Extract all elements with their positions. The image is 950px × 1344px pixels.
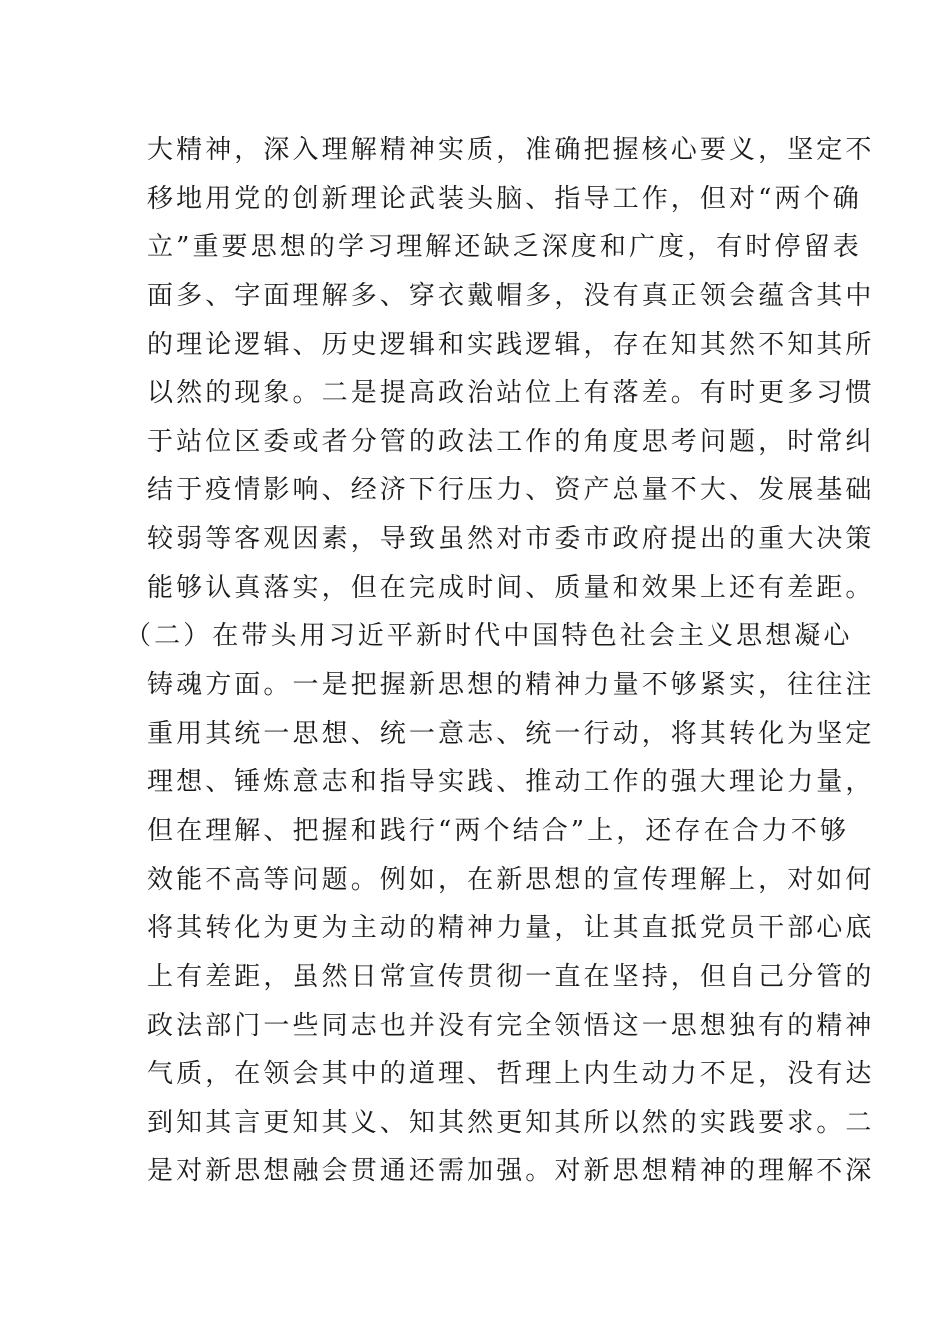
text-line: 大精神，深入理解精神实质，准确把握核心要义，坚定不 — [147, 135, 875, 165]
text-line: 铸魂方面。一是把握新思想的精神力量不够紧实，往往注 — [147, 670, 875, 701]
text-line: 效能不高等问题。例如，在新思想的宣传理解上，对如何 — [147, 864, 875, 895]
text-line: 政法部门一些同志也并没有完全领悟这一思想独有的精神 — [147, 1010, 875, 1041]
text-line: 将其转化为更为主动的精神力量，让其直抵党员干部心底 — [147, 913, 875, 944]
text-line: 气质，在领会其中的道理、哲理上内生动力不足，没有达 — [147, 1059, 875, 1090]
text-line: 到知其言更知其义、知其然更知其所以然的实践要求。二 — [147, 1107, 875, 1138]
text-line: 移地用党的创新理论武装头脑、指导工作，但对“两个确 — [147, 183, 862, 214]
text-line: 上有差距，虽然日常宣传贯彻一直在坚持，但自己分管的 — [147, 961, 875, 992]
text-line: 结于疫情影响、经济下行压力、资产总量不大、发展基础 — [147, 475, 875, 506]
text-line: 重用其统一思想、统一意志、统一行动，将其转化为坚定 — [147, 718, 875, 749]
text-line: 于站位区委或者分管的政法工作的角度思考问题，时常纠 — [147, 426, 875, 457]
text-line: 面多、字面理解多、穿衣戴帽多，没有真正领会蕴含其中 — [147, 280, 875, 311]
text-line: 但在理解、把握和践行“两个结合”上，还存在合力不够 — [147, 815, 850, 846]
body-text — [125, 126, 875, 1196]
section-heading-line: （二）在带头用习近平新时代中国特色社会主义思想凝心 — [125, 621, 853, 652]
text-line: 理想、锤炼意志和指导实践、推动工作的强大理论力量， — [147, 767, 875, 798]
text-line: 是对新思想融会贯通还需加强。对新思想精神的理解不深 — [147, 1156, 875, 1187]
text-line: 能够认真落实，但在完成时间、质量和效果上还有差距。 — [147, 572, 875, 603]
text-line: 立”重要思想的学习理解还缺乏深度和广度，有时停留表 — [147, 232, 862, 263]
text-line: 较弱等客观因素，导致虽然对市委市政府提出的重大决策 — [147, 524, 875, 555]
text-line: 以然的现象。二是提高政治站位上有落差。有时更多习惯 — [147, 378, 875, 409]
text-line: 的理论逻辑、历史逻辑和实践逻辑，存在知其然不知其所 — [147, 329, 875, 360]
